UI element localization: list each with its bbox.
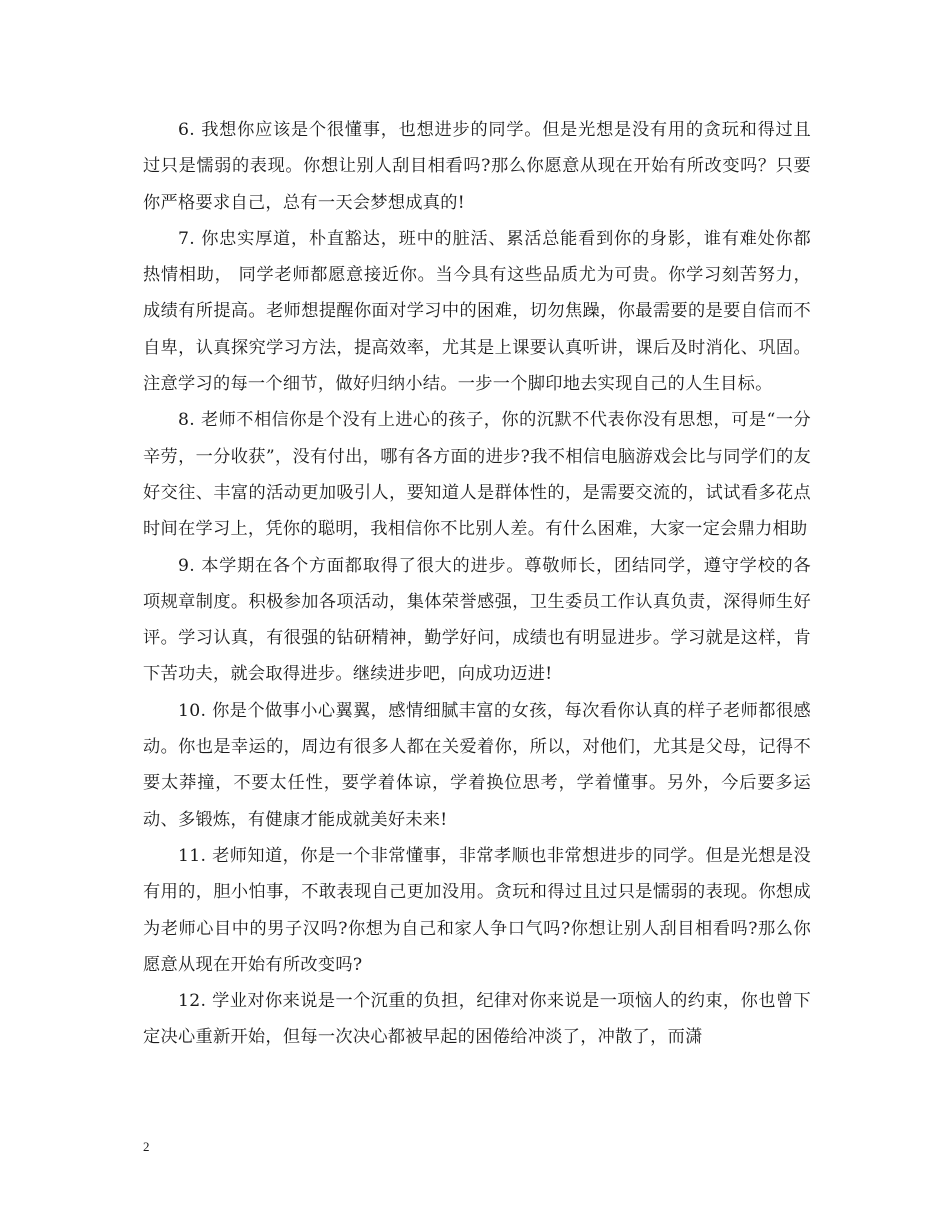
comment-paragraph-11: 11. 老师知道，你是一个非常懂事，非常孝顺也非常想进步的同学。但是光想是没有用的，胆小怕事，不敢表现自己更加没用。贪玩和得过且过只是懦弱的表现。你想成为老师心目中的男子汉吗?你想为自己和家人争口气吗?你想让别人刮目相看吗?那么你愿意从现在开始有所改变吗? bbox=[143, 845, 811, 975]
comment-paragraph-12: 12. 学业对你来说是一个沉重的负担，纪律对你来说是一项恼人的约束，你也曾下定决心重新开始，但每一次决心都被早起的困倦给冲淡了，冲散了，而潇 bbox=[143, 991, 811, 1048]
comment-paragraph-6: 6. 我想你应该是个很懂事，也想进步的同学。但是光想是没有用的贪玩和得过且过只是懦弱的表现。你想让别人刮目相看吗?那么你愿意从现在开始有所改变吗？只要你严格要求自己，总有一天会梦想成真的! bbox=[143, 120, 811, 213]
comment-paragraph-10: 10. 你是个做事小心翼翼，感情细腻丰富的女孩，每次看你认真的样子老师都很感动。你也是幸运的，周边有很多人都在关爱着你，所以，对他们，尤其是父母，记得不要太莽撞，不要太任性，要学着体谅，学着换位思考，学着懂事。另外，今后要多运动、多锻炼，有健康才能成就美好未来! bbox=[143, 700, 811, 830]
comment-paragraph-8: 8. 老师不相信你是个没有上进心的孩子，你的沉默不代表你没有思想，可是“一分辛劳，一分收获”，没有付出，哪有各方面的进步?我不相信电脑游戏会比与同学们的友好交往、丰富的活动更加吸引人，要知道人是群体性的，是需要交流的，试试看多花点时间在学习上，凭你的聪明，我相信你不比别人差。有什么困难，大家一定会鼎力相助 bbox=[143, 410, 811, 540]
comment-paragraph-7: 7. 你忠实厚道，朴直豁达，班中的脏活、累活总能看到你的身影，谁有难处你都热情相助， 同学老师都愿意接近你。当今具有这些品质尤为可贵。你学习刻苦努力，成绩有所提高。老师想提醒你面对学习中的困难，切勿焦躁，你最需要的是要自信而不自卑，认真探究学习方法，提高效率，尤其是上课要认真听讲，课后及时消化、巩固。注意学习的每一个细节，做好归纳小结。一步一个脚印地去实现自己的人生目标。 bbox=[143, 228, 811, 395]
page-number: 2 bbox=[143, 1139, 150, 1154]
comment-paragraph-9: 9. 本学期在各个方面都取得了很大的进步。尊敬师长，团结同学，遵守学校的各项规章制度。积极参加各项活动，集体荣誉感强，卫生委员工作认真负责，深得师生好评。学习认真，有很强的钻研精神，勤学好问，成绩也有明显进步。学习就是这样，肯下苦功夫，就会取得进步。继续进步吧，向成功迈进! bbox=[143, 555, 811, 685]
document-body bbox=[143, 112, 811, 1056]
